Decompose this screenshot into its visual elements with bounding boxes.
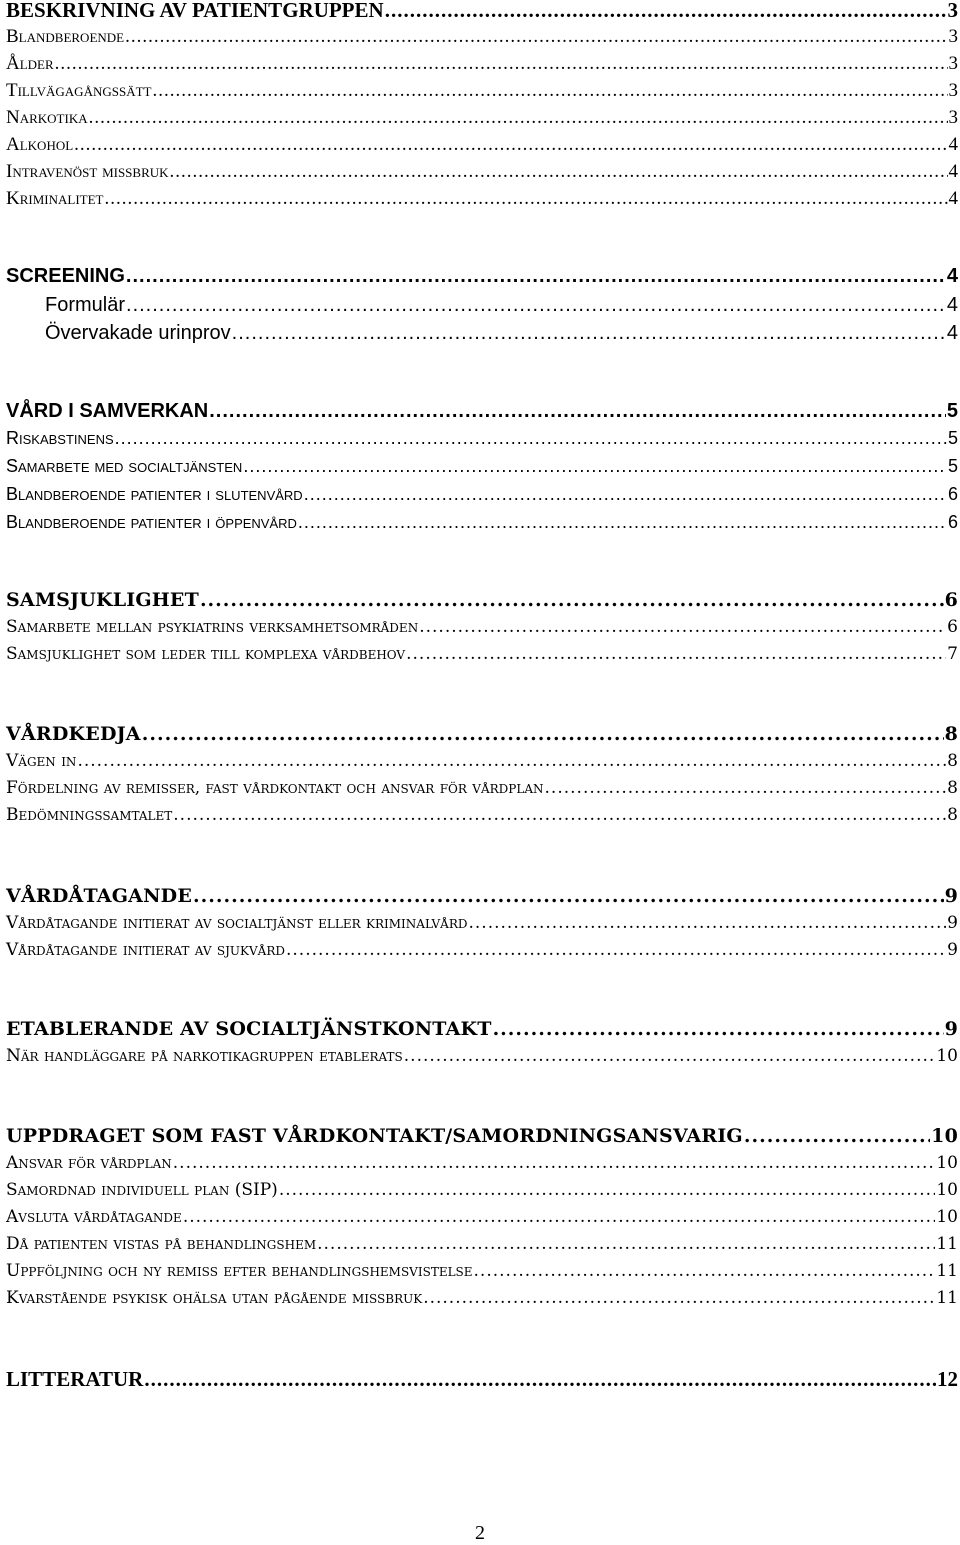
toc-entry[interactable]: [6, 512, 958, 533]
toc-entry-label: Blandberoende patienter i slutenvård: [6, 484, 303, 504]
toc-entry-label: Uppföljning och ny remiss efter behandlingshemsvistelse: [6, 1261, 473, 1281]
toc-page-number: 3: [948, 53, 958, 74]
toc-page-number: 4: [946, 294, 958, 316]
toc-page-number: 10: [936, 1207, 958, 1227]
toc-entry-label: När handläggare på narkotikagruppen etablerats: [6, 1046, 403, 1066]
toc-entry[interactable]: [6, 940, 958, 960]
toc-heading-vardkedja[interactable]: [6, 723, 958, 745]
toc-page-number: 5: [947, 456, 958, 476]
toc-page-number: 8: [947, 778, 958, 798]
toc-entry-label: Samarbete mellan psykiatrins verksamhetsområden: [6, 617, 419, 637]
toc-entry-label: Tillvägagångssätt: [6, 80, 152, 101]
toc-page-number: 4: [948, 134, 958, 155]
toc-heading-label: UPPDRAGET SOM FAST VÅRDKONTAKT/SAMORDNINGSANSVARIG: [6, 1125, 743, 1147]
toc-page-number: 11: [936, 1234, 958, 1254]
toc-heading-litteratur[interactable]: [6, 1367, 958, 1392]
toc-page-number: 9: [944, 1018, 958, 1040]
toc-entry[interactable]: [6, 1046, 958, 1066]
toc-page-number: 11: [936, 1288, 958, 1308]
toc-entry-label: Vårdåtagande initierat av sjukvård: [6, 940, 285, 960]
toc-entry-label: Samordnad individuell plan (SIP): [6, 1180, 278, 1200]
toc-page-number: 7: [947, 644, 958, 664]
toc-entry-label: Formulär: [45, 294, 126, 316]
toc-heading-vardatagande[interactable]: [6, 885, 958, 907]
toc-entry-label: Blandberoende patienter i öppenvård: [6, 512, 297, 532]
toc-heading-etablerande[interactable]: [6, 1018, 958, 1040]
toc-page-number: 10: [936, 1180, 958, 1200]
toc-entry-label: Ålder: [6, 53, 54, 74]
toc-heading-label: VÅRDKEDJA: [6, 723, 141, 745]
toc-entry[interactable]: [6, 617, 958, 637]
toc-entry-label: Övervakade urinprov: [45, 322, 231, 344]
toc-entry[interactable]: [6, 644, 958, 664]
toc-entry[interactable]: [6, 294, 958, 317]
toc-entry[interactable]: [6, 1288, 958, 1308]
toc-entry[interactable]: [6, 322, 958, 345]
toc-entry[interactable]: [6, 456, 958, 477]
toc-entry[interactable]: [6, 1207, 958, 1227]
toc-heading-label: VÅRD I SAMVERKAN: [6, 400, 209, 422]
toc-entry-label: Kvarstående psykisk ohälsa utan pågående missbruk: [6, 1288, 423, 1308]
toc-entry-label: Avsluta vårdåtagande: [6, 1207, 182, 1227]
toc-page-number: 4: [948, 161, 958, 182]
toc-page-number: 8: [947, 805, 958, 825]
toc-page-number: 3: [948, 26, 958, 47]
toc-heading-uppdraget[interactable]: [6, 1125, 958, 1147]
toc-heading-samsjuklighet[interactable]: [6, 589, 958, 611]
toc-entry[interactable]: [6, 1261, 958, 1281]
toc-entry[interactable]: [6, 484, 958, 505]
toc-entry[interactable]: [6, 107, 958, 129]
toc-heading-label: LITTERATUR: [6, 1367, 144, 1391]
toc-entry-label: Ansvar för vårdplan: [6, 1153, 172, 1173]
toc-page-number: 5: [946, 400, 958, 422]
toc-entry[interactable]: [6, 26, 958, 48]
toc-entry[interactable]: [6, 751, 958, 771]
toc-page-number: 10: [936, 1153, 958, 1173]
toc-page-number: 4: [946, 265, 958, 287]
toc-entry[interactable]: [6, 428, 958, 449]
toc-page-number: 6: [947, 484, 958, 504]
toc-page-number: 10: [931, 1125, 958, 1147]
toc-entry[interactable]: [6, 53, 958, 75]
toc-page-number: 6: [947, 512, 958, 532]
toc-page-number: 4: [948, 188, 958, 209]
toc-entry-label: Blandberoende: [6, 26, 125, 47]
toc-page-number: 12: [937, 1367, 958, 1391]
toc-page-number: 4: [946, 322, 958, 344]
toc-heading-screening[interactable]: [6, 265, 958, 288]
toc-heading-label: BESKRIVNING AV PATIENTGRUPPEN: [6, 0, 384, 22]
toc-entry[interactable]: [6, 1153, 958, 1173]
toc-entry-label: Intravenöst missbruk: [6, 161, 169, 182]
toc-heading-label: SCREENING: [6, 265, 125, 287]
toc-entry-label: Vägen in: [6, 751, 77, 771]
toc-heading-label: ETABLERANDE AV SOCIALTJÄNSTKONTAKT: [6, 1018, 492, 1040]
toc-heading-label: VÅRDÅTAGANDE: [6, 885, 193, 907]
toc-entry-label: Vårdåtagande initierat av socialtjänst eller kriminalvård: [6, 913, 468, 933]
toc-entry-label: Narkotika: [6, 107, 88, 128]
toc-page-number: 11: [936, 1261, 958, 1281]
toc-entry-label: Bedömningssamtalet: [6, 805, 173, 825]
toc-entry[interactable]: [6, 188, 958, 210]
toc-entry[interactable]: [6, 80, 958, 102]
toc-page-number: 5: [947, 428, 958, 448]
toc-entry[interactable]: [6, 134, 958, 156]
toc-page-number: 8: [947, 751, 958, 771]
toc-entry-label: Alkohol: [6, 134, 74, 155]
toc-page-number: 9: [947, 940, 958, 960]
toc-page-number: 8: [944, 723, 958, 745]
toc-page-number: 10: [936, 1046, 958, 1066]
toc-entry-label: Samarbete med socialtjänsten: [6, 456, 243, 476]
toc-entry[interactable]: [6, 1234, 958, 1254]
toc-page-number: 6: [947, 617, 958, 637]
toc-heading-label: SAMSJUKLIGHET: [6, 589, 199, 611]
toc-entry[interactable]: [6, 778, 958, 798]
toc-entry[interactable]: [6, 913, 958, 933]
toc-page-number: 9: [944, 885, 958, 907]
toc-page-number: 6: [944, 589, 958, 611]
toc-entry[interactable]: [6, 805, 958, 825]
toc-page-number: 3: [947, 0, 958, 22]
toc-page-number: 3: [948, 107, 958, 128]
toc-entry-label: Kriminalitet: [6, 188, 104, 209]
toc-entry[interactable]: [6, 1180, 958, 1200]
toc-heading-vard-i-samverkan[interactable]: [6, 400, 958, 423]
toc-entry[interactable]: [6, 161, 958, 183]
page-footer-number: 2: [475, 1522, 485, 1544]
toc-entry-label: Riskabstinens: [6, 428, 114, 448]
toc-entry-label: Fördelning av remisser, fast vårdkontakt och ansvar för vårdplan: [6, 778, 544, 798]
toc-page-number: 9: [947, 913, 958, 933]
toc-heading-beskrivning[interactable]: [6, 0, 958, 23]
toc-entry-label: Då patienten vistas på behandlingshem: [6, 1234, 317, 1254]
toc-page-number: 3: [948, 80, 958, 101]
toc-entry-label: Samsjuklighet som leder till komplexa vårdbehov: [6, 644, 406, 664]
